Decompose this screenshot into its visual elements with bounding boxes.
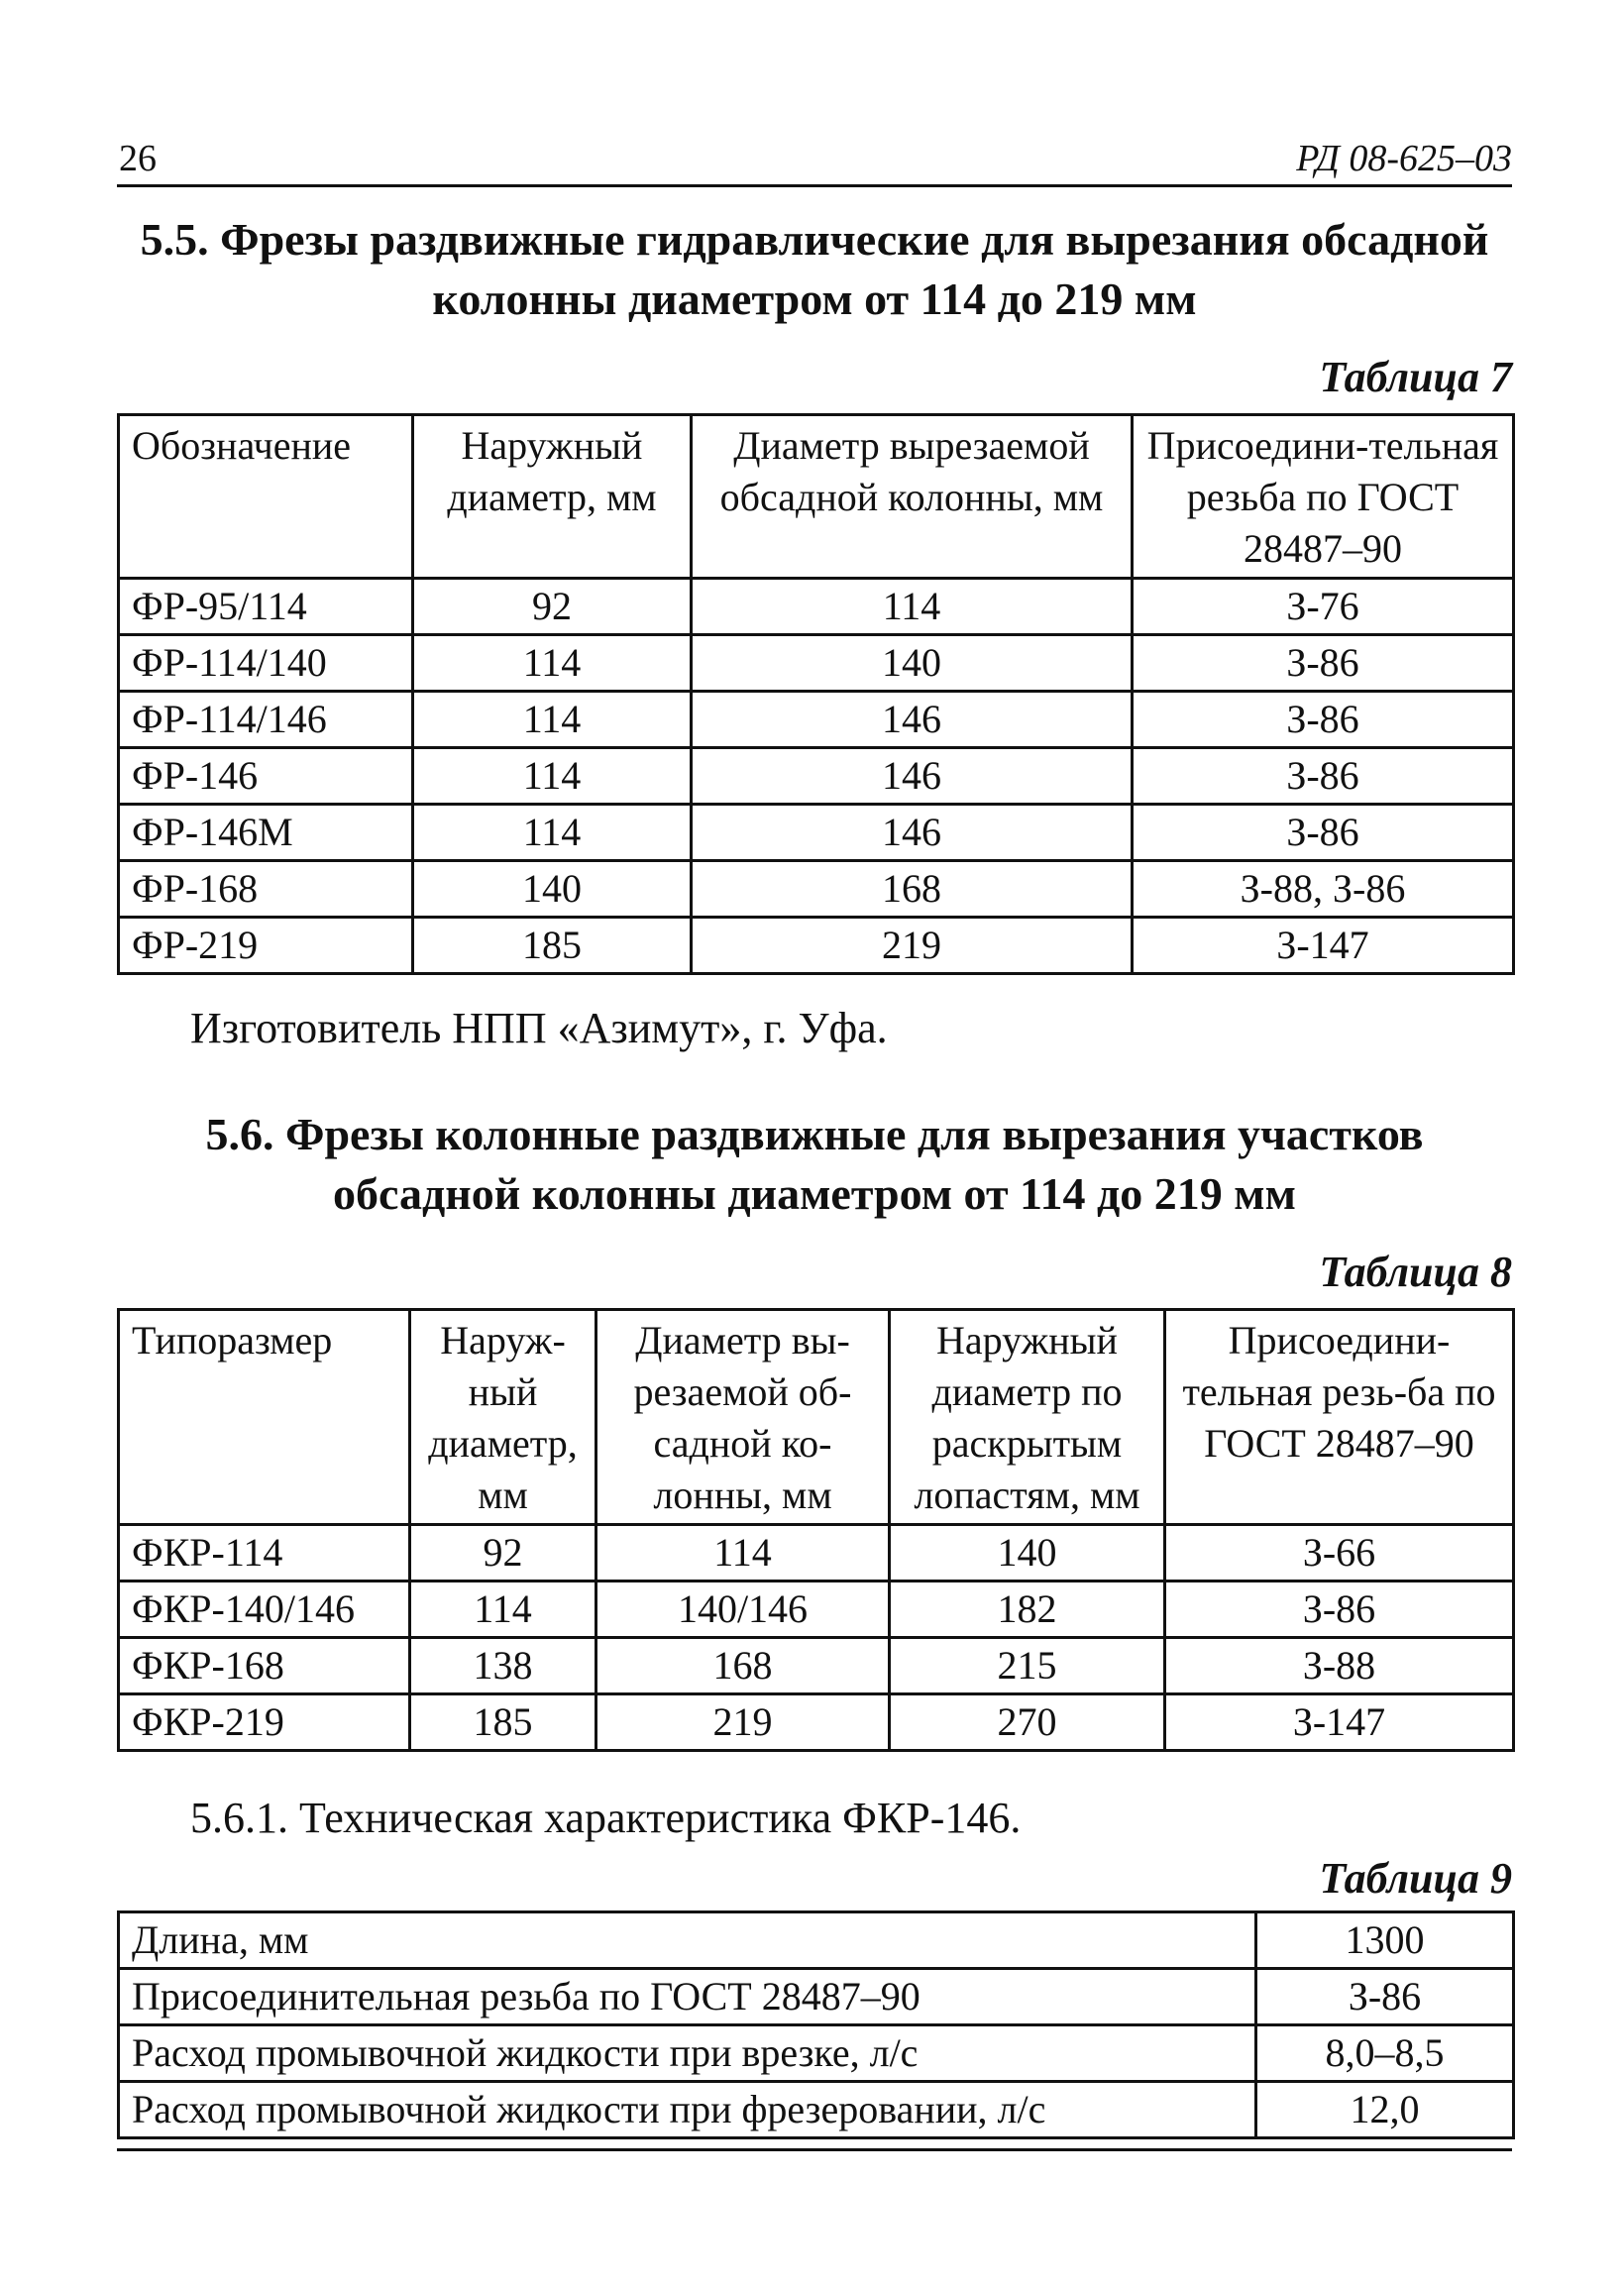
table-7-header-row [119, 415, 1514, 579]
table-cell: З-88, З-86 [1133, 861, 1514, 918]
table-7 [117, 413, 1515, 975]
table-row [119, 2082, 1514, 2138]
table-cell: 1300 [1256, 1912, 1514, 1969]
table-cell: 146 [692, 805, 1133, 861]
table-8-header-blade-diameter: Наружный диаметр по раскрытым лопастям, мм [890, 1310, 1165, 1525]
table-cell: З-66 [1165, 1525, 1514, 1582]
table-cell: 114 [596, 1525, 890, 1582]
table-cell: З-147 [1165, 1694, 1514, 1751]
table-cell: 185 [410, 1694, 596, 1751]
table-row [119, 748, 1514, 805]
table-cell: 270 [890, 1694, 1165, 1751]
table-row [119, 861, 1514, 918]
section-5-6-title-line-1: 5.6. Фрезы колонные раздвижные для вырезания участков [205, 1109, 1424, 1159]
table-row [119, 805, 1514, 861]
table-8-header-casing-diameter: Диаметр вы-резаемой об-садной ко-лонны, мм [596, 1310, 890, 1525]
table-7-header-outer-diameter: Наружный диаметр, мм [413, 415, 692, 579]
table-row [119, 918, 1514, 974]
table-cell: ФКР-140/146 [119, 1582, 410, 1638]
table-row [119, 1525, 1514, 1582]
table-cell: 146 [692, 692, 1133, 748]
table-8-header-thread: Присоедини-тельная резь-ба по ГОСТ 28487–90 [1165, 1310, 1514, 1525]
table-cell: 114 [410, 1582, 596, 1638]
table-cell: 114 [413, 805, 692, 861]
table-cell: 146 [692, 748, 1133, 805]
table-cell: 168 [596, 1638, 890, 1694]
table-8-header-row [119, 1310, 1514, 1525]
table-cell: Расход промывочной жидкости при врезке, л/с [119, 2025, 1256, 2082]
header-divider [117, 184, 1512, 187]
table-9-caption: Таблица 9 [1319, 1854, 1512, 1903]
table-row [119, 635, 1514, 692]
table-cell: ФР-114/146 [119, 692, 413, 748]
table-cell: 168 [692, 861, 1133, 918]
table-8-header-outer-diameter: Наруж-ный диаметр, мм [410, 1310, 596, 1525]
table-7-header-thread: Присоедини-тельная резьба по ГОСТ 28487–90 [1133, 415, 1514, 579]
table-cell: 185 [413, 918, 692, 974]
table-8-caption: Таблица 8 [1319, 1248, 1512, 1296]
table-cell: 12,0 [1256, 2082, 1514, 2138]
table-cell: 140 [890, 1525, 1165, 1582]
table-cell: З-86 [1165, 1582, 1514, 1638]
table-cell: З-147 [1133, 918, 1514, 974]
table-row [119, 579, 1514, 635]
table-cell: З-76 [1133, 579, 1514, 635]
table-cell: 114 [413, 692, 692, 748]
table-cell: 182 [890, 1582, 1165, 1638]
table-row [119, 1694, 1514, 1751]
table-cell: З-86 [1133, 805, 1514, 861]
section-5-6-1-title: 5.6.1. Техническая характеристика ФКР-146. [190, 1794, 1022, 1842]
table-cell: 140/146 [596, 1582, 890, 1638]
table-7-caption: Таблица 7 [1319, 353, 1512, 401]
table-cell: Расход промывочной жидкости при фрезеровании, л/с [119, 2082, 1256, 2138]
table-cell: 219 [596, 1694, 890, 1751]
page-number: 26 [119, 138, 157, 179]
table-cell: ФР-146М [119, 805, 413, 861]
document-code: РД 08-625–03 [1296, 138, 1512, 179]
table-cell: 114 [413, 748, 692, 805]
table-cell: ФКР-114 [119, 1525, 410, 1582]
table-cell: З-86 [1133, 748, 1514, 805]
table-cell: 114 [692, 579, 1133, 635]
table-cell: Присоединительная резьба по ГОСТ 28487–90 [119, 1969, 1256, 2025]
table-cell: 219 [692, 918, 1133, 974]
table-8 [117, 1308, 1515, 1752]
table-cell: ФР-168 [119, 861, 413, 918]
table-cell: 138 [410, 1638, 596, 1694]
section-5-5-title-line-2: колонны диаметром от 114 до 219 мм [432, 273, 1197, 324]
manufacturer-note: Изготовитель НПП «Азимут», г. Уфа. [190, 1004, 888, 1052]
table-cell: З-86 [1133, 635, 1514, 692]
table-cell: 140 [413, 861, 692, 918]
table-row [119, 1969, 1514, 2025]
table-cell: Длина, мм [119, 1912, 1256, 1969]
table-cell: З-86 [1256, 1969, 1514, 2025]
footer-divider [117, 2148, 1512, 2151]
table-cell: ФКР-168 [119, 1638, 410, 1694]
table-row [119, 1638, 1514, 1694]
table-row [119, 692, 1514, 748]
table-row [119, 1912, 1514, 1969]
table-cell: З-88 [1165, 1638, 1514, 1694]
table-cell: 92 [413, 579, 692, 635]
table-cell: 92 [410, 1525, 596, 1582]
table-cell: 215 [890, 1638, 1165, 1694]
table-8-header-size: Типоразмер [119, 1310, 410, 1525]
table-cell: ФР-114/140 [119, 635, 413, 692]
section-5-6-title-line-2: обсадной колонны диаметром от 114 до 219 мм [333, 1168, 1296, 1219]
table-9 [117, 1910, 1515, 2139]
section-5-5-title-line-1: 5.5. Фрезы раздвижные гидравлические для вырезания обсадной [140, 214, 1489, 265]
table-row [119, 1582, 1514, 1638]
table-cell: ФР-219 [119, 918, 413, 974]
table-cell: З-86 [1133, 692, 1514, 748]
table-row [119, 2025, 1514, 2082]
table-cell: 140 [692, 635, 1133, 692]
table-7-header-casing-diameter: Диаметр вырезаемой обсадной колонны, мм [692, 415, 1133, 579]
table-cell: ФР-95/114 [119, 579, 413, 635]
table-cell: ФКР-219 [119, 1694, 410, 1751]
table-cell: 8,0–8,5 [1256, 2025, 1514, 2082]
table-cell: ФР-146 [119, 748, 413, 805]
table-7-header-designation: Обозначение [119, 415, 413, 579]
table-cell: 114 [413, 635, 692, 692]
